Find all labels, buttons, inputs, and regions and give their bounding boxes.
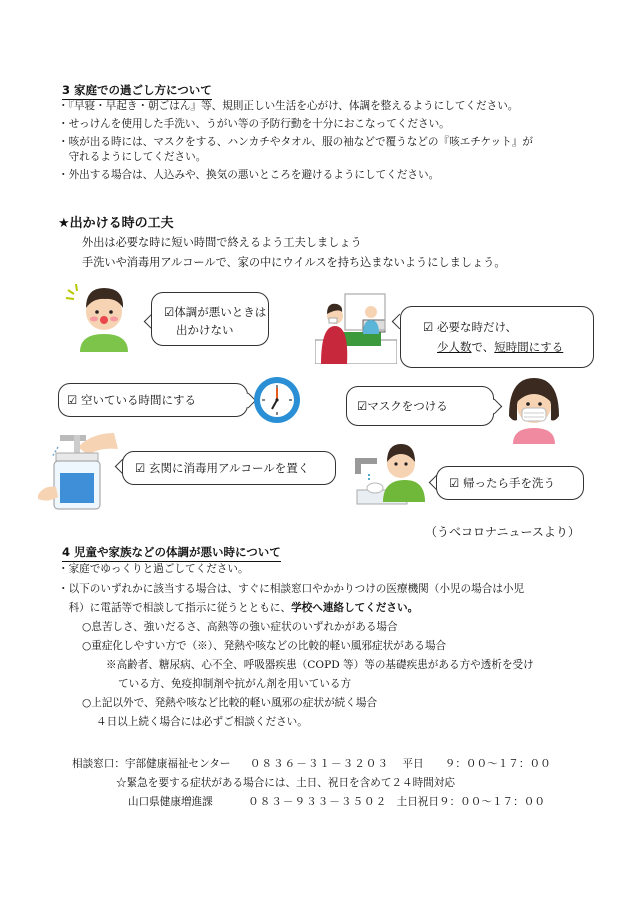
tip-alcohol-bubble (122, 451, 336, 485)
tip-short-time-mid: で、 (471, 340, 495, 354)
list-item: ・『早寝・早起き・朝ごはん』等、規則正しい生活を心がけ、体調を整えるようにしてください。 (58, 100, 519, 112)
condition-item: ○重症化しやすい方で（※）、発熱や咳などの比較的軽い風邪症状がある場合 (82, 640, 447, 652)
sick-child-illustration (62, 282, 142, 352)
list-item: ・咳が出る時には、マスクをする、ハンカチやタオル、服の袖などで覆うなどの『咳エチケット』が (58, 136, 533, 148)
tip-alcohol-text: ☑ 玄関に消毒用アルコールを置く (135, 461, 310, 475)
contact-row-yamaguchi (72, 795, 551, 810)
section4-body (58, 562, 534, 730)
contact-label: 相談窓口： (72, 758, 125, 770)
condition-item: ○息苦しさ、強いだるさ、高熱等の強い症状のいずれかがある場合 (82, 621, 398, 633)
condition-note: ４日以上続く場合には必ずご相談ください。 (96, 716, 308, 728)
contact-row-ube (72, 757, 551, 772)
section3-list (58, 99, 533, 183)
tip-handwash-text: ☑ 帰ったら手を洗う (449, 476, 555, 490)
list-item: ・せっけんを使用した手洗い、うがい等の予防行動を十分におこなってください。 (58, 118, 450, 130)
list-item: ・外出する場合は、人込みや、換気の悪いところを避けるようにしてください。 (58, 169, 440, 181)
condition-note: ※高齢者、糖尿病、心不全、呼吸器疾患（COPD 等）等の基礎疾患がある方や透析を受け (106, 659, 534, 671)
tip-mask-text: ☑マスクをつける (357, 399, 448, 413)
tip-empty-time-bubble (58, 383, 248, 417)
shopping-illustration (315, 292, 397, 364)
tip-empty-time-text: ☑ 空いている時間にする (67, 393, 196, 407)
outing-line2: 手洗いや消毒用アルコールで、家の中にウイルスを持ち込まないようにしましょう。 (82, 256, 506, 269)
tip-short-time-few: 少人数 (437, 340, 472, 354)
condition-note: ている方、免疫抑制剤や抗がん剤を用いている方 (118, 678, 352, 690)
outing-line1: 外出は必要な時に短い時間で終えるよう工夫しましょう (82, 236, 362, 249)
source-note: （うべコロナニュースより） (425, 525, 580, 539)
tip-stay-home-bubble (151, 292, 269, 346)
yamaguchi-hours: 土日祝日９：００～１７：００ (396, 796, 545, 808)
tip-stay-home-line1: ☑体調が悪いときは (164, 305, 267, 319)
condition-item: ○上記以外で、発熱や咳など比較的軽い風邪の症状が続く場合 (82, 697, 378, 709)
alcohol-bottle-illustration (38, 425, 118, 511)
contact-urgent: ☆緊急を要する症状がある場合には、土日、祝日を含めて２４時間対応 (116, 777, 455, 789)
list-item (58, 601, 534, 616)
ube-hours: 平日 ９：００～１７：００ (402, 758, 551, 770)
list-item: 守れるようにしてください。 (58, 151, 207, 163)
tip-short-time-line1: ☑ 必要な時だけ、 (423, 320, 518, 334)
clock-icon (252, 375, 302, 425)
contact-instruction: 科）に電話等で相談して指示に従うとともに、 (58, 602, 292, 614)
yamaguchi-name: 山口県健康増進課 (128, 796, 213, 808)
ube-center-name: 宇部健康福祉センター (124, 758, 231, 770)
list-item: ・以下のいずれかに該当する場合は、すぐに相談窓口やかかりつけの医療機関（小児の場合は小児 (58, 583, 525, 595)
yamaguchi-phone: ０８３－９３３－３５０２ (248, 796, 388, 808)
tip-mask-bubble (346, 386, 494, 426)
tip-handwash-bubble (436, 466, 584, 500)
contact-block (72, 757, 551, 810)
contact-school-note: 学校へ連絡してください。 (291, 602, 419, 614)
tip-short-time-bubble (400, 306, 594, 368)
outing-title: ★出かける時の工夫 (58, 216, 174, 231)
list-item: ・家庭でゆっくりと過ごしてください。 (58, 563, 249, 575)
ube-phone: ０８３６－３１－３２０３ (249, 758, 389, 770)
tip-short-time-short: 短時間にする (494, 340, 564, 354)
section4-title: 4 児童や家族などの体調が悪い時について (62, 544, 281, 562)
mask-girl-illustration (505, 376, 563, 444)
handwash-boy-illustration (355, 440, 425, 506)
tip-stay-home-line2: 出かけない (176, 323, 234, 337)
section3-title: 3 家庭での過ごし方について (62, 82, 212, 100)
